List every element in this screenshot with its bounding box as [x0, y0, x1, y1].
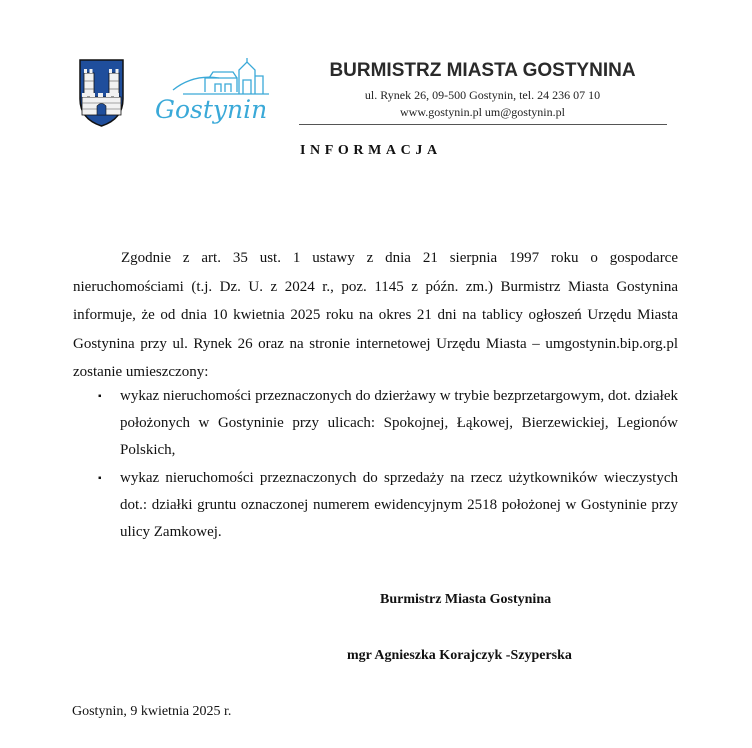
document-heading: INFORMACJA	[300, 143, 442, 158]
bullet-icon: ▪	[98, 472, 102, 484]
header-title: BURMISTRZ MIASTA GOSTYNINA	[329, 60, 636, 81]
signature-name: mgr Agnieszka Korajczyk -Szyperska	[347, 648, 572, 663]
body-paragraph	[73, 244, 678, 387]
paragraph-text: Zgodnie z art. 35 ust. 1 ustawy z dnia 21 sierpnia 1997 roku o gospodarce nieruchomościami (t.j. Dz. U. z 2024 r., poz. 1145 z późn. zm.) Burmistrz Miasta Gostynina informuje, że od dnia 10 kwietnia 2025 roku na okres 21 dni na tablicy ogłoszeń Urzędu Miasta Gostynina przy ul. Rynek 26 oraz na stronie internetowej Urzędu Miasta – umgostynin.bip.org.pl zostanie umieszczony:	[73, 250, 678, 381]
list-item-text: wykaz nieruchomości przeznaczonych do dzierżawy w trybie bezprzetargowym, dot. działek położonych w Gostyninie przy ulicach: Spokojnej, Łąkowej, Bierzewickiej, Legionów Polskich,	[120, 388, 678, 459]
logo-wordmark: Gostynin	[155, 95, 268, 124]
header-divider	[299, 124, 667, 125]
signature-office: Burmistrz Miasta Gostynina	[380, 592, 552, 607]
header-contact: www.gostynin.pl um@gostynin.pl	[400, 105, 565, 119]
list-item	[98, 383, 678, 465]
announcement-list	[0, 383, 752, 546]
coat-of-arms-icon	[79, 59, 124, 127]
list-item	[98, 465, 678, 547]
bullet-icon: ▪	[98, 391, 102, 402]
header-address: ul. Rynek 26, 09-500 Gostynin, tel. 24 236 07 10	[364, 88, 601, 102]
list-item-text: wykaz nieruchomości przeznaczonych do sprzedaży na rzecz użytkowników wieczystych dot.: działki gruntu oznaczonej numerem ewidencyjnym 2518 położonej w Gostyninie przy ulicy Zamkowej.	[120, 469, 678, 541]
place-date: Gostynin, 9 kwietnia 2025 r.	[72, 704, 232, 719]
